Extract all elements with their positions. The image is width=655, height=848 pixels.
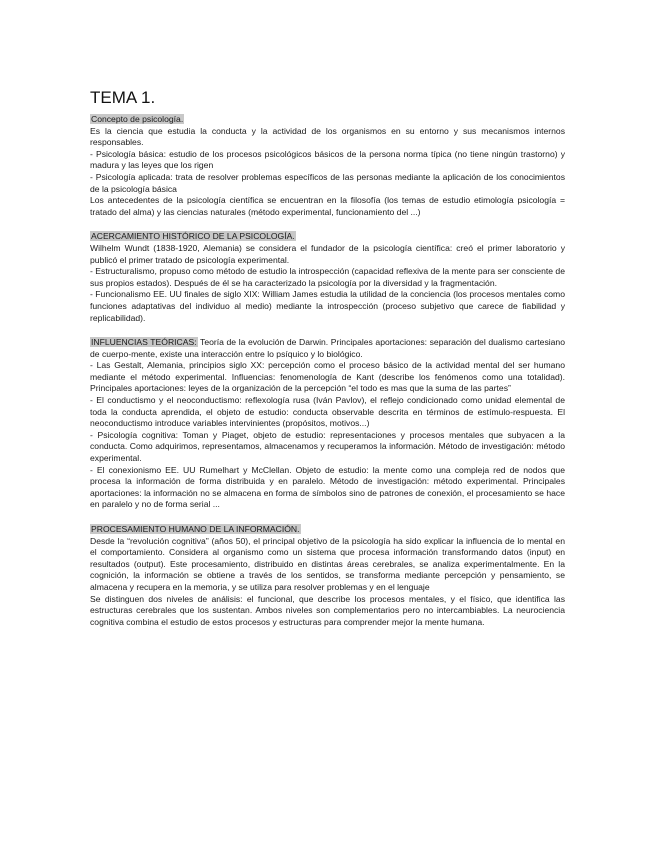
document-page — [90, 88, 565, 641]
paragraph: - Psicología cognitiva: Toman y Piaget, objeto de estudio: representaciones y procesos mentales que subyacen a la conducta. Como adquirimos, representamos, almacenamos y recuperamos la información. Método de investigación: método experimental. — [90, 429, 565, 464]
section-concepto — [90, 114, 565, 218]
section-heading: ACERCAMIENTO HISTÓRICO DE LA PSICOLOGÍA. — [91, 231, 295, 242]
paragraph: - Psicología básica: estudio de los procesos psicológicos básicos de la persona norma típica (no tiene ningún trastorno) y madura y las leyes que los rigen — [90, 148, 565, 171]
section-heading: Concepto de psicología. — [91, 114, 184, 124]
section-acercamiento — [90, 231, 565, 324]
paragraph: Desde la “revolución cognitiva” (años 50), el principal objetivo de la psicología ha sido explicar la influencia de lo mental en el comportamiento. Considera al organismo como un sistema que procesa información transformando datos (input) en resultados (output). Este procesamiento, distribuido en distintas áreas cerebrales, se analiza experimentalmente. En la cognición, la información se obtiene a través de los sentidos, se transforma mediante percepción y pensamiento, se almacena y recupera en la memoria, y se utiliza para resolver problemas y en el lenguaje — [90, 535, 565, 592]
paragraph: - El conductismo y el neoconductismo: reflexología rusa (Iván Pavlov), el reflejo condicionado como unidad elemental de toda la conducta aprendida, el objeto de estudio: conducta observable descrita en términos de estímulo-respuesta. El neoconductismo introduce variables intervinientes (propósitos, motivos...) — [90, 395, 565, 429]
section-heading: PROCESAMIENTO HUMANO DE LA INFORMACIÓN. — [91, 524, 300, 534]
section-heading-rest: Teoría de la evolución de Darwin. Principales aportaciones: separación del dualismo cartesiano de cuerpo-mente, existe una interacción entre lo psíquico y lo biológico. — [90, 337, 565, 359]
section-influencias — [90, 337, 565, 511]
section-heading: INFLUENCIAS TEÓRICAS: — [91, 337, 197, 348]
paragraph: - El conexionismo EE. UU Rumelhart y McClellan. Objeto de estudio: la mente como una compleja red de nodos que procesa la información de forma distribuida y en paralelo. Método de investigación: método experimental. Principales aportaciones: la información no se almacena en forma de símbolos sino de patrones de conexión, el procesamiento se hace en paralelo y no de forma serial ... — [90, 464, 565, 510]
paragraph: Los antecedentes de la psicología científica se encuentran en la filosofía (los temas de estudio etimología psicología = tratado del alma) y las ciencias naturales (método experimental, funcionamiento del ...) — [90, 195, 565, 217]
paragraph: Es la ciencia que estudia la conducta y la actividad de los organismos en su entorno y sus mecanismos internos responsables. — [90, 125, 565, 148]
paragraph: - Funcionalismo EE. UU finales de siglo XIX: William James estudia la utilidad de la conciencia (los procesos mentales como funciones adaptativas del individuo al medio) mediante la introspección (proceso subjetivo que carece de fiabilidad y replicabilidad). — [90, 289, 565, 323]
paragraph: - Psicología aplicada: trata de resolver problemas específicos de las personas mediante la aplicación de los conocimientos de la psicología básica — [90, 171, 565, 194]
paragraph: - Estructuralismo, propuso como método de estudio la introspección (capacidad reflexiva de la mente para ser consciente de sus propios estados). Después de él se ha caracterizado la psicología por la diversidad y la fragmentación. — [90, 266, 565, 288]
section-procesamiento — [90, 524, 565, 628]
page-title: TEMA 1. — [90, 88, 156, 107]
paragraph: Wilhelm Wundt (1838-1920, Alemania) se considera el fundador de la psicología científica: creó el primer laboratorio y publicó el primer tratado de psicología experimental. — [90, 242, 565, 265]
paragraph: Se distinguen dos niveles de análisis: el funcional, que describe los procesos mentales, y el físico, que identifica las estructuras cerebrales que los sustentan. Ambos niveles son complementarios pero no intercambiables. La neurociencia cognitiva combina el estudio de estos procesos y estructuras para comprender mejor la mente humana. — [90, 593, 565, 627]
paragraph: - Las Gestalt, Alemania, principios siglo XX: percepción como el proceso básico de la actividad mental del ser humano mediante el método experimental. Influencias: fenomenología de Kant (describe los fenómenos como una totalidad). Principales aportaciones: leyes de la organización de la percepción “el todo es mas que la suma de las partes” — [90, 360, 565, 394]
